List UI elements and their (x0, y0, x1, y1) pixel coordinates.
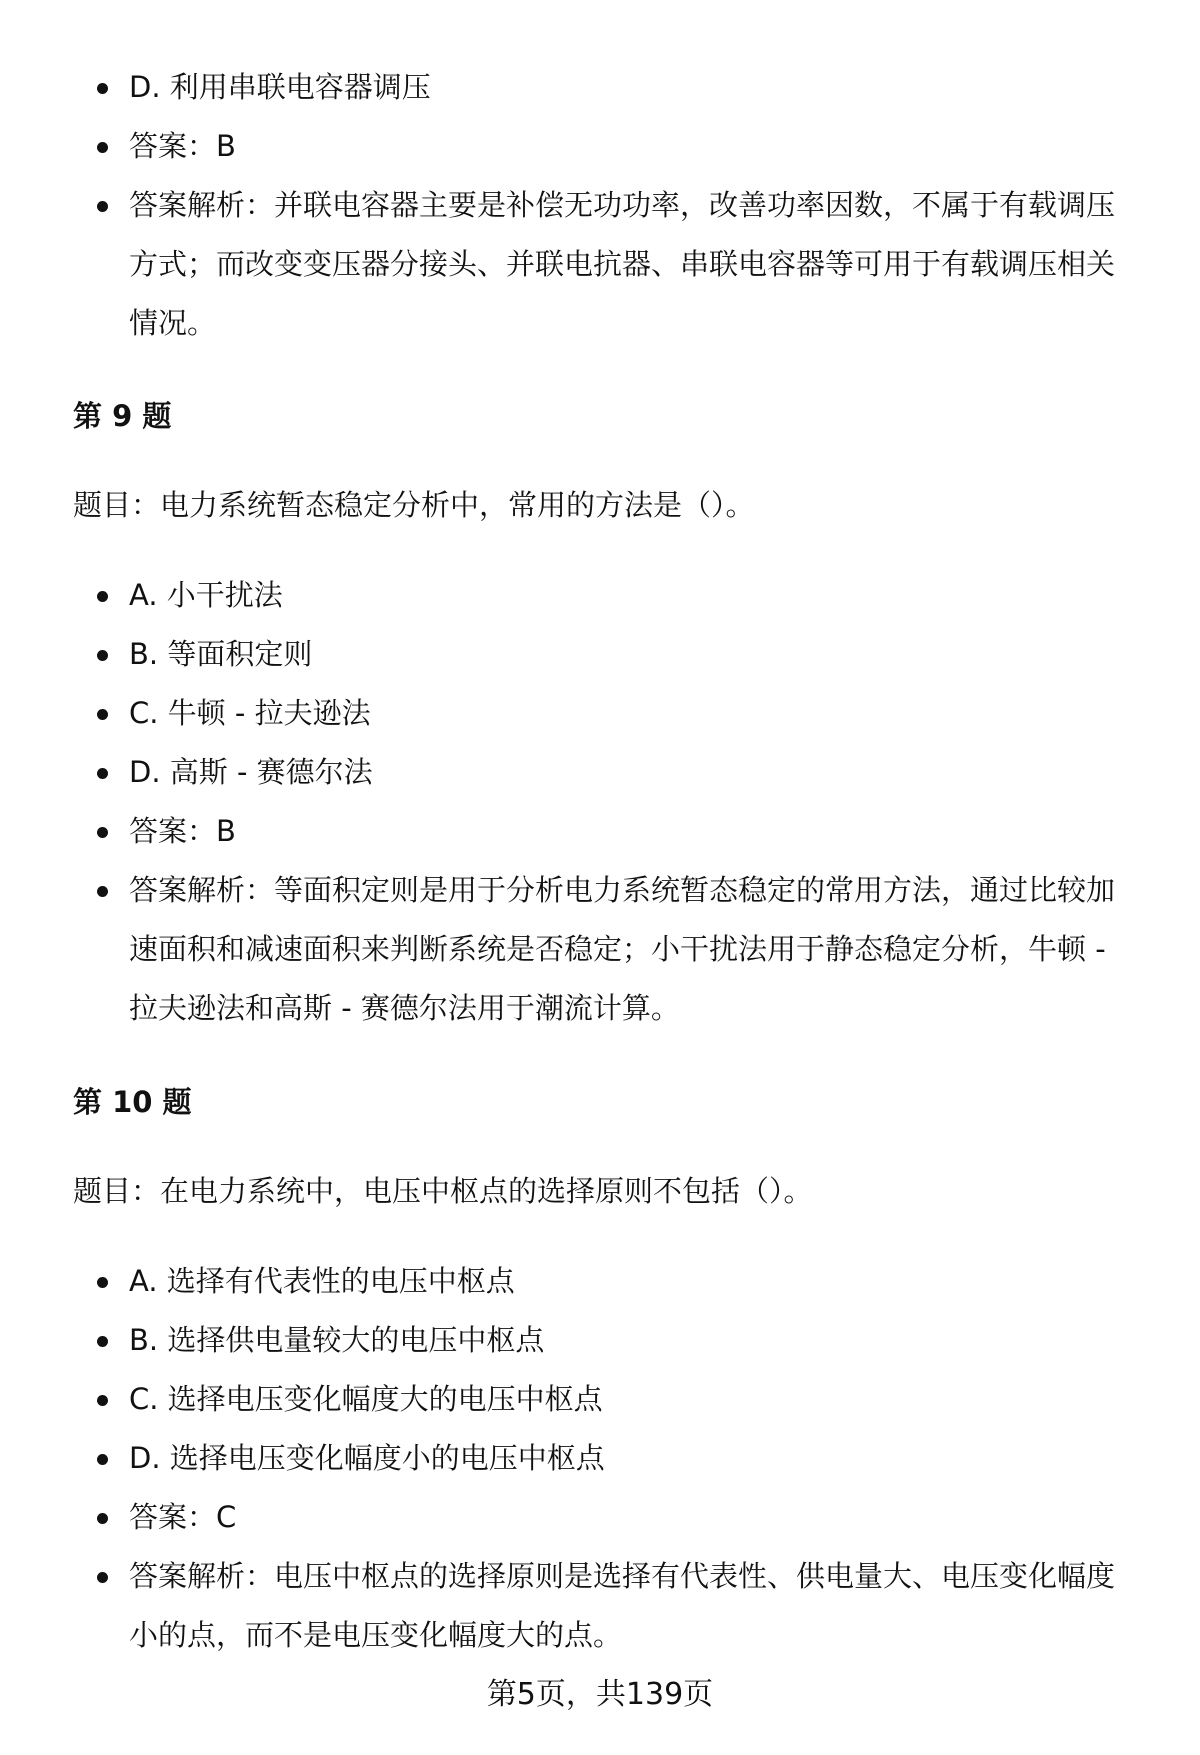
list-item (0, 1370, 1200, 1429)
q8-continuation (0, 58, 1200, 353)
list-item (0, 566, 1200, 625)
bullet-icon (97, 886, 108, 897)
list-item (0, 1311, 1200, 1370)
question-10-text: 题目：在电力系统中，电压中枢点的选择原则不包括（）。 (73, 1174, 813, 1208)
list-item (0, 625, 1200, 684)
question-10-heading: 第 10 题 (73, 1085, 192, 1119)
bullet-icon (97, 650, 108, 661)
option-a: A. 小干扰法 (129, 578, 283, 612)
option-b: B. 选择供电量较大的电压中枢点 (129, 1323, 545, 1357)
list-item (0, 117, 1200, 176)
bullet-icon (97, 827, 108, 838)
list-item (0, 743, 1200, 802)
bullet-icon (97, 1277, 108, 1288)
bullet-icon (97, 709, 108, 720)
bullet-icon (97, 142, 108, 153)
option-d: D. 选择电压变化幅度小的电压中枢点 (129, 1441, 605, 1475)
question-9-text: 题目：电力系统暂态稳定分析中，常用的方法是（）。 (73, 488, 755, 522)
question-10-options (0, 1252, 1200, 1665)
list-item (0, 176, 1200, 353)
bullet-icon (97, 1572, 108, 1583)
question-9-heading: 第 9 题 (73, 399, 172, 433)
option-b: B. 等面积定则 (129, 637, 313, 671)
page-number: 第5页，共139页 (486, 1677, 714, 1712)
list-item (0, 802, 1200, 861)
answer-explanation: 答案解析：电压中枢点的选择原则是选择有代表性、供电量大、电压变化幅度小的点，而不是电压变化幅度大的点。 (129, 1559, 1116, 1652)
bullet-icon (97, 1395, 108, 1406)
list-item (0, 1488, 1200, 1547)
bullet-icon (97, 83, 108, 94)
option-c: C. 选择电压变化幅度大的电压中枢点 (129, 1382, 603, 1416)
bullet-icon (97, 591, 108, 602)
list-item (0, 861, 1200, 1038)
answer-explanation: 答案解析：并联电容器主要是补偿无功功率，改善功率因数，不属于有载调压方式；而改变变压器分接头、并联电抗器、串联电容器等可用于有载调压相关情况。 (129, 188, 1116, 340)
answer: 答案：B (129, 129, 236, 163)
list-item (0, 1547, 1200, 1665)
bullet-icon (97, 201, 108, 212)
list-item (0, 1252, 1200, 1311)
answer: 答案：C (129, 1500, 237, 1534)
bullet-icon (97, 768, 108, 779)
option-d: D. 利用串联电容器调压 (129, 70, 431, 104)
option-c: C. 牛顿 - 拉夫逊法 (129, 696, 371, 730)
option-a: A. 选择有代表性的电压中枢点 (129, 1264, 515, 1298)
answer-explanation: 答案解析：等面积定则是用于分析电力系统暂态稳定的常用方法，通过比较加速面积和减速面积来判断系统是否稳定；小干扰法用于静态稳定分析，牛顿 - 拉夫逊法和高斯 - 赛德尔法用于潮流计算。 (129, 873, 1116, 1025)
question-9-options (0, 566, 1200, 1038)
bullet-icon (97, 1336, 108, 1347)
bullet-icon (97, 1454, 108, 1465)
list-item (0, 684, 1200, 743)
list-item (0, 58, 1200, 117)
option-d: D. 高斯 - 赛德尔法 (129, 755, 373, 789)
answer: 答案：B (129, 814, 236, 848)
bullet-icon (97, 1513, 108, 1524)
list-item (0, 1429, 1200, 1488)
